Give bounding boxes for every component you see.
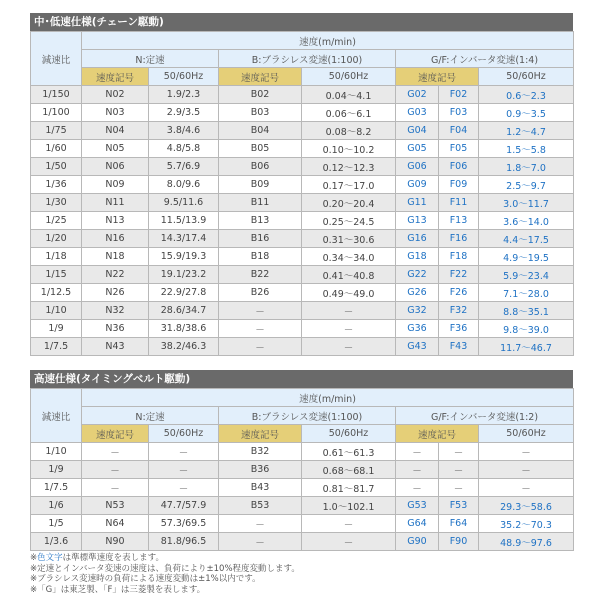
- colored-text-label: 色文字: [37, 553, 63, 563]
- note-2: ※定速とインバータ変速の速度は、負荷により±10%程度変動します。: [30, 563, 300, 574]
- table-cell: F13: [439, 212, 479, 230]
- table-cell: 1/7.5: [31, 338, 82, 356]
- table-cell: 1/20: [31, 230, 82, 248]
- table-cell: 9.8～39.0: [479, 320, 574, 338]
- section-title: 中･低速仕様(チェーン駆動): [30, 13, 573, 31]
- table-row: [31, 266, 574, 284]
- table-cell: F43: [439, 338, 479, 356]
- table-cell: －: [82, 479, 149, 497]
- table-cell: G16: [396, 230, 439, 248]
- table-cell: 4.4～17.5: [479, 230, 574, 248]
- ratio-header: 減速比: [31, 32, 82, 86]
- code-header: 速度記号: [396, 425, 479, 443]
- header-row: [31, 68, 574, 86]
- table-cell: 0.31～30.6: [302, 230, 396, 248]
- hz-header: 50/60Hz: [479, 425, 574, 443]
- table-cell: 81.8/96.5: [149, 533, 219, 551]
- table-cell: 1/12.5: [31, 284, 82, 302]
- table-cell: 0.61～61.3: [302, 443, 396, 461]
- speed-header: 速度(m/min): [82, 32, 574, 50]
- table-cell: －: [479, 461, 574, 479]
- table-cell: B02: [219, 86, 302, 104]
- table-cell: F09: [439, 176, 479, 194]
- table-cell: 31.8/38.6: [149, 320, 219, 338]
- table-cell: －: [149, 479, 219, 497]
- code-header: 速度記号: [396, 68, 479, 86]
- table-cell: 4.9～19.5: [479, 248, 574, 266]
- table-cell: －: [219, 533, 302, 551]
- table-row: [31, 320, 574, 338]
- table-cell: 29.3～58.6: [479, 497, 574, 515]
- table-cell: N22: [82, 266, 149, 284]
- table-cell: －: [302, 320, 396, 338]
- table-cell: －: [439, 443, 479, 461]
- table-cell: F26: [439, 284, 479, 302]
- table-cell: N03: [82, 104, 149, 122]
- table-cell: 1/9: [31, 461, 82, 479]
- table-cell: －: [479, 479, 574, 497]
- table-cell: －: [219, 338, 302, 356]
- header-row: [31, 425, 574, 443]
- table-cell: F53: [439, 497, 479, 515]
- table-cell: F22: [439, 266, 479, 284]
- table-cell: 0.10～10.2: [302, 140, 396, 158]
- table-cell: F04: [439, 122, 479, 140]
- table-row: [31, 284, 574, 302]
- table-cell: －: [219, 302, 302, 320]
- table-cell: N11: [82, 194, 149, 212]
- table-cell: G26: [396, 284, 439, 302]
- table-cell: N06: [82, 158, 149, 176]
- table-cell: 15.9/19.3: [149, 248, 219, 266]
- table-cell: －: [396, 461, 439, 479]
- table-cell: 0.9～3.5: [479, 104, 574, 122]
- table-cell: B06: [219, 158, 302, 176]
- table-cell: B09: [219, 176, 302, 194]
- table-cell: B18: [219, 248, 302, 266]
- table-cell: 1.8～7.0: [479, 158, 574, 176]
- table-cell: N36: [82, 320, 149, 338]
- table-cell: 1.5～5.8: [479, 140, 574, 158]
- table-cell: F18: [439, 248, 479, 266]
- header-row: [31, 32, 574, 50]
- table-cell: 1/25: [31, 212, 82, 230]
- table-cell: B05: [219, 140, 302, 158]
- speed-table: [30, 31, 574, 356]
- code-header: 速度記号: [82, 68, 149, 86]
- table-cell: 5.9～23.4: [479, 266, 574, 284]
- table-cell: G64: [396, 515, 439, 533]
- table-cell: F02: [439, 86, 479, 104]
- table-cell: B43: [219, 479, 302, 497]
- table-cell: 35.2～70.3: [479, 515, 574, 533]
- table-cell: 48.9～97.6: [479, 533, 574, 551]
- group-header: G/F:インバータ変速(1:2): [396, 407, 574, 425]
- table-cell: F06: [439, 158, 479, 176]
- table-cell: N16: [82, 230, 149, 248]
- table-row: [31, 176, 574, 194]
- table-row: [31, 104, 574, 122]
- table-cell: 3.0～11.7: [479, 194, 574, 212]
- group-header: N:定速: [82, 50, 219, 68]
- table-cell: G22: [396, 266, 439, 284]
- table-cell: G04: [396, 122, 439, 140]
- table-cell: －: [439, 461, 479, 479]
- table-cell: 1/18: [31, 248, 82, 266]
- table-row: [31, 338, 574, 356]
- table-cell: －: [219, 320, 302, 338]
- table-cell: －: [302, 515, 396, 533]
- table-row: [31, 497, 574, 515]
- table-cell: 1/6: [31, 497, 82, 515]
- high-speed-section: [30, 370, 573, 551]
- table-row: [31, 212, 574, 230]
- header-row: [31, 389, 574, 407]
- note-4: ※「G」は東芝製、「F」は三菱製を表します。: [30, 584, 206, 595]
- table-cell: G36: [396, 320, 439, 338]
- table-cell: G02: [396, 86, 439, 104]
- table-cell: F05: [439, 140, 479, 158]
- hz-header: 50/60Hz: [149, 425, 219, 443]
- speed-header: 速度(m/min): [82, 389, 574, 407]
- table-cell: －: [82, 443, 149, 461]
- table-cell: N05: [82, 140, 149, 158]
- table-cell: 1/9: [31, 320, 82, 338]
- table-cell: 1/10: [31, 302, 82, 320]
- table-cell: －: [439, 479, 479, 497]
- table-cell: 7.1～28.0: [479, 284, 574, 302]
- table-row: [31, 248, 574, 266]
- table-cell: 0.68～68.1: [302, 461, 396, 479]
- table-cell: 2.9/3.5: [149, 104, 219, 122]
- code-header: 速度記号: [219, 68, 302, 86]
- table-cell: 0.06～6.1: [302, 104, 396, 122]
- note-3: ※ブラシレス変速時の負荷による速度変動は±1%以内です。: [30, 574, 261, 584]
- table-cell: G05: [396, 140, 439, 158]
- table-cell: －: [479, 443, 574, 461]
- table-cell: －: [219, 515, 302, 533]
- speed-table: [30, 388, 574, 551]
- table-cell: －: [82, 461, 149, 479]
- table-cell: 4.8/5.8: [149, 140, 219, 158]
- table-cell: B04: [219, 122, 302, 140]
- table-cell: N64: [82, 515, 149, 533]
- hz-header: 50/60Hz: [302, 68, 396, 86]
- table-cell: G18: [396, 248, 439, 266]
- table-cell: 3.8/4.6: [149, 122, 219, 140]
- section-title: 高速仕様(タイミングベルト駆動): [30, 370, 573, 388]
- table-cell: 1/50: [31, 158, 82, 176]
- table-cell: 1/30: [31, 194, 82, 212]
- table-cell: －: [302, 302, 396, 320]
- table-row: [31, 158, 574, 176]
- table-row: [31, 461, 574, 479]
- group-header: N:定速: [82, 407, 219, 425]
- hz-header: 50/60Hz: [149, 68, 219, 86]
- header-row: [31, 50, 574, 68]
- table-row: [31, 443, 574, 461]
- table-cell: 1/60: [31, 140, 82, 158]
- table-cell: N53: [82, 497, 149, 515]
- table-cell: 2.5～9.7: [479, 176, 574, 194]
- table-cell: F11: [439, 194, 479, 212]
- table-cell: 14.3/17.4: [149, 230, 219, 248]
- table-cell: 1/75: [31, 122, 82, 140]
- table-cell: 1/36: [31, 176, 82, 194]
- medium-low-speed-section: [30, 13, 573, 356]
- hz-header: 50/60Hz: [302, 425, 396, 443]
- table-cell: 11.7～46.7: [479, 338, 574, 356]
- table-cell: F64: [439, 515, 479, 533]
- table-cell: B26: [219, 284, 302, 302]
- table-cell: F90: [439, 533, 479, 551]
- table-cell: B11: [219, 194, 302, 212]
- table-cell: G53: [396, 497, 439, 515]
- table-cell: B53: [219, 497, 302, 515]
- table-cell: 0.04～4.1: [302, 86, 396, 104]
- table-cell: N43: [82, 338, 149, 356]
- table-cell: G03: [396, 104, 439, 122]
- table-cell: 5.7/6.9: [149, 158, 219, 176]
- table-cell: 1.2～4.7: [479, 122, 574, 140]
- table-cell: －: [396, 443, 439, 461]
- table-cell: 47.7/57.9: [149, 497, 219, 515]
- table-cell: 1/100: [31, 104, 82, 122]
- table-cell: 38.2/46.3: [149, 338, 219, 356]
- table-cell: G90: [396, 533, 439, 551]
- table-cell: 1.9/2.3: [149, 86, 219, 104]
- table-cell: 1/150: [31, 86, 82, 104]
- table-cell: 1/3.6: [31, 533, 82, 551]
- code-header: 速度記号: [82, 425, 149, 443]
- table-cell: G13: [396, 212, 439, 230]
- table-cell: 1/5: [31, 515, 82, 533]
- table-cell: 0.6～2.3: [479, 86, 574, 104]
- table-cell: 0.17～17.0: [302, 176, 396, 194]
- table-cell: 1/10: [31, 443, 82, 461]
- group-header: B:ブラシレス変速(1:100): [219, 50, 396, 68]
- table-cell: F16: [439, 230, 479, 248]
- table-cell: 3.6～14.0: [479, 212, 574, 230]
- table-cell: 1.0～102.1: [302, 497, 396, 515]
- table-cell: F32: [439, 302, 479, 320]
- table-cell: －: [396, 479, 439, 497]
- table-cell: B03: [219, 104, 302, 122]
- table-cell: N13: [82, 212, 149, 230]
- table-cell: B36: [219, 461, 302, 479]
- table-cell: F36: [439, 320, 479, 338]
- table-cell: N02: [82, 86, 149, 104]
- table-row: [31, 194, 574, 212]
- table-cell: 8.0/9.6: [149, 176, 219, 194]
- table-cell: 0.08～8.2: [302, 122, 396, 140]
- table-cell: N32: [82, 302, 149, 320]
- table-cell: －: [302, 338, 396, 356]
- table-cell: F03: [439, 104, 479, 122]
- table-row: [31, 533, 574, 551]
- table-cell: －: [149, 443, 219, 461]
- table-row: [31, 230, 574, 248]
- ratio-header: 減速比: [31, 389, 82, 443]
- table-cell: 0.25～24.5: [302, 212, 396, 230]
- table-cell: 0.41～40.8: [302, 266, 396, 284]
- table-cell: 0.20～20.4: [302, 194, 396, 212]
- table-row: [31, 140, 574, 158]
- table-cell: 0.34～34.0: [302, 248, 396, 266]
- table-row: [31, 86, 574, 104]
- header-row: [31, 407, 574, 425]
- table-cell: 57.3/69.5: [149, 515, 219, 533]
- table-cell: B16: [219, 230, 302, 248]
- table-cell: G06: [396, 158, 439, 176]
- table-row: [31, 302, 574, 320]
- table-cell: 1/7.5: [31, 479, 82, 497]
- table-cell: N90: [82, 533, 149, 551]
- table-cell: N18: [82, 248, 149, 266]
- table-cell: 0.12～12.3: [302, 158, 396, 176]
- group-header: B:ブラシレス変速(1:100): [219, 407, 396, 425]
- note-1: ※色文字は準標準速度を表します。: [30, 553, 164, 563]
- table-cell: 1/15: [31, 266, 82, 284]
- table-cell: 19.1/23.2: [149, 266, 219, 284]
- table-cell: 0.49～49.0: [302, 284, 396, 302]
- table-row: [31, 122, 574, 140]
- table-cell: 9.5/11.6: [149, 194, 219, 212]
- notes: [30, 553, 300, 595]
- table-cell: N04: [82, 122, 149, 140]
- table-cell: －: [149, 461, 219, 479]
- table-cell: B32: [219, 443, 302, 461]
- table-row: [31, 479, 574, 497]
- table-cell: 28.6/34.7: [149, 302, 219, 320]
- table-cell: 22.9/27.8: [149, 284, 219, 302]
- table-cell: B22: [219, 266, 302, 284]
- code-header: 速度記号: [219, 425, 302, 443]
- table-cell: N09: [82, 176, 149, 194]
- table-cell: G32: [396, 302, 439, 320]
- table-cell: G43: [396, 338, 439, 356]
- table-cell: B13: [219, 212, 302, 230]
- table-cell: N26: [82, 284, 149, 302]
- group-header: G/F:インバータ変速(1:4): [396, 50, 574, 68]
- table-cell: 8.8～35.1: [479, 302, 574, 320]
- table-cell: G11: [396, 194, 439, 212]
- table-cell: G09: [396, 176, 439, 194]
- table-cell: 0.81～81.7: [302, 479, 396, 497]
- table-row: [31, 515, 574, 533]
- table-cell: －: [302, 533, 396, 551]
- hz-header: 50/60Hz: [479, 68, 574, 86]
- table-cell: 11.5/13.9: [149, 212, 219, 230]
